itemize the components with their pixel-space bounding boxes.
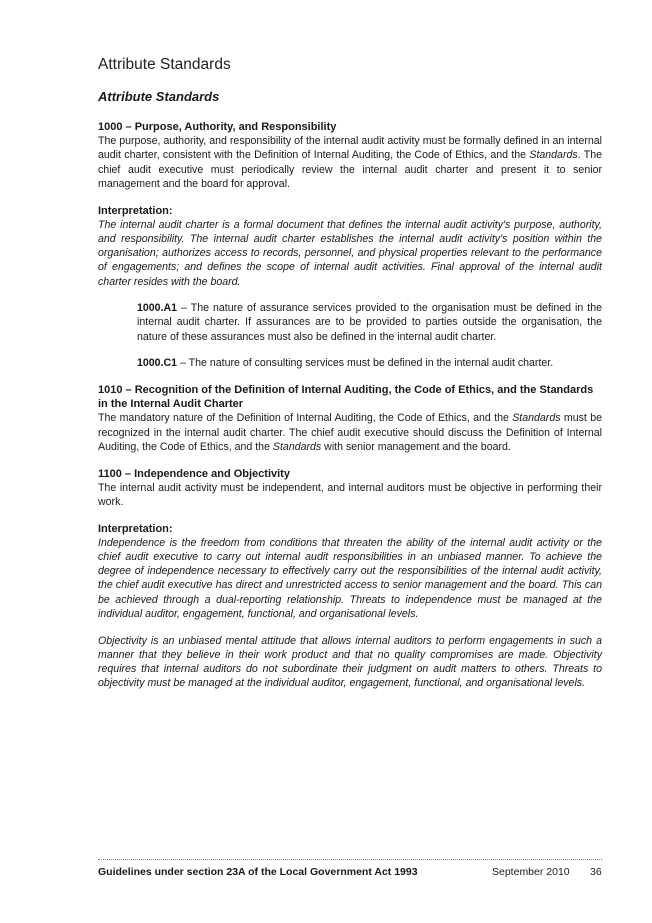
text-run-italic: Standards xyxy=(512,412,561,425)
page-number: 36 xyxy=(590,866,602,878)
standard-text: – The nature of assurance services provided to the organisation must be defined in the internal audit charter. If assurances are to be provided to parties outside the organisation, the nature of these assurances must also be defined in the internal audit charter. xyxy=(137,302,602,343)
interpretation-objectivity: Objectivity is an unbiased mental attitude that allows internal auditors to perform engagements in such a manner that they believe in their work product and that no quality compromises are made. Objectivity requires that internal auditors do not subordinate their judgment on audit matters to others. Threats to objectivity must be managed at the individual auditor, engagement, functional, and organisational levels. xyxy=(98,634,602,690)
page-title: Attribute Standards xyxy=(98,56,231,73)
text-run: . The chief audit executive must periodically review the internal audit charter and present it to senior management and the board for approval. xyxy=(98,149,602,190)
paragraph-1010 xyxy=(98,411,602,454)
document-body xyxy=(98,120,602,690)
text-run-italic: Standards xyxy=(529,149,578,162)
footer-date: September 2010 xyxy=(492,866,570,878)
footer-divider xyxy=(98,859,602,860)
heading-1010: 1010 – Recognition of the Definition of Internal Auditing, the Code of Ethics, and the Standards in the Internal Audit Charter xyxy=(98,384,594,411)
interpretation-independence: Independence is the freedom from conditions that threaten the ability of the internal audit activity or the chief audit executive to carry out internal audit responsibilities in an unbiased manner. To achieve the degree of independence necessary to effectively carry out the responsibilities of the internal audit activity, the chief audit executive has direct and unrestricted access to senior management and the board. This can be achieved through a dual-reporting relationship. Threats to independence must be managed at the individual auditor, engagement, functional, and organisational levels. xyxy=(98,536,602,620)
standard-label: 1000.C1 xyxy=(137,357,178,370)
paragraph-1100: The internal audit activity must be independent, and internal auditors must be objective in performing their work. xyxy=(98,481,602,508)
text-run-italic: Standards xyxy=(272,440,322,453)
text-run: The mandatory nature of the Definition of Internal Auditing, the Code of Ethics, and the xyxy=(98,412,513,425)
paragraph-1000 xyxy=(98,134,602,191)
standard-text: – The nature of consulting services must be defined in the internal audit charter. xyxy=(177,357,554,370)
text-run: with senior management and the board. xyxy=(321,440,511,453)
interpretation-heading: Interpretation: xyxy=(98,204,173,217)
text-run: must be recognized in the internal audit charter. The chief audit executive should discuss the Definition of Internal Auditing, the Code of Ethics, and the xyxy=(98,412,602,453)
interpretation-1000: The internal audit charter is a formal document that defines the internal audit activity's purpose, authority, and responsibility. The internal audit charter establishes the internal audit activity's position within the organisation; authorizes access to records, personnel, and physical properties relevant to the performance of engagements; and defines the scope of internal audit activities. Final approval of the internal audit charter resides with the board. xyxy=(98,218,602,288)
interpretation-heading: Interpretation: xyxy=(98,522,173,535)
footer-document-title: Guidelines under section 23A of the Local Government Act 1993 xyxy=(98,866,418,878)
standard-1000-c1 xyxy=(137,356,602,370)
standard-1000-a1 xyxy=(137,301,602,344)
section-title: Attribute Standards xyxy=(98,89,220,104)
heading-1000: 1000 – Purpose, Authority, and Responsibility xyxy=(98,121,337,133)
text-run: The purpose, authority, and responsibility of the internal audit activity must be formally defined in an internal audit charter, consistent with the Definition of Internal Auditing, the Code of Ethics, and the xyxy=(98,135,602,162)
standard-label: 1000.A1 xyxy=(137,302,178,315)
heading-1100: 1100 – Independence and Objectivity xyxy=(98,467,290,480)
